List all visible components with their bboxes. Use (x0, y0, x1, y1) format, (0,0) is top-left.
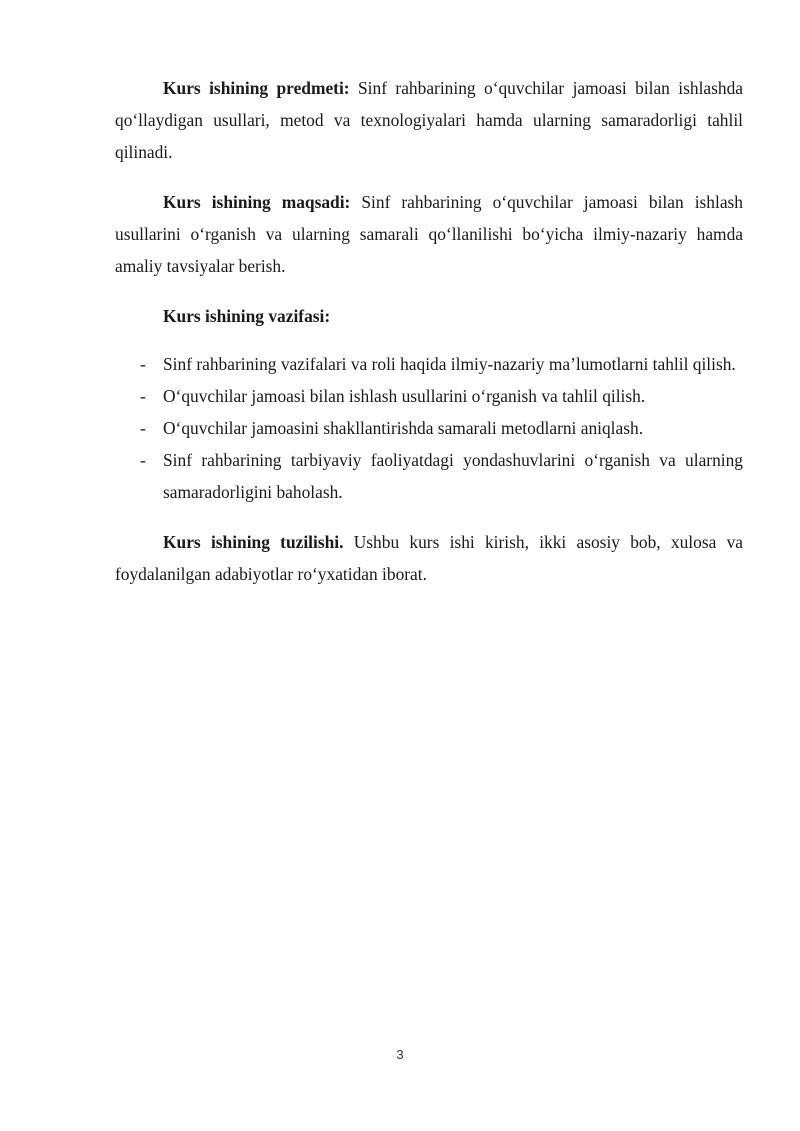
list-dash: - (140, 450, 146, 470)
list-dash: - (140, 386, 146, 406)
structure-text: Ushbu kurs ishi kirish, ikki asosiy bob, xulosa va foydalanilgan adabiyotlar ro‘yxatidan iborat. (115, 532, 743, 584)
structure-paragraph (115, 526, 743, 590)
subject-label: Kurs ishining predmeti: (163, 78, 350, 98)
subject-paragraph (115, 72, 743, 168)
subject-text: Sinf rahbarining o‘quvchilar jamoasi bilan ishlashda qo‘llaydigan usullari, metod va texnologiyalari hamda ularning samaradorligi tahlil qilinadi. (115, 78, 743, 162)
tasks-list (115, 348, 743, 508)
structure-label: Kurs ishining tuzilishi. (163, 532, 344, 552)
list-item (115, 412, 743, 444)
document-body (115, 72, 743, 608)
goal-label: Kurs ishining maqsadi: (163, 192, 351, 212)
list-item-text: Sinf rahbarining tarbiyaviy faoliyatdagi yondashuvlarini o‘rganish va ularning samaradorligini baholash. (163, 450, 743, 502)
list-item-text: O‘quvchilar jamoasi bilan ishlash usullarini o‘rganish va tahlil qilish. (163, 386, 646, 406)
list-item-text: O‘quvchilar jamoasini shakllantirishda samarali metodlarni aniqlash. (163, 418, 644, 438)
list-dash: - (140, 354, 146, 374)
tasks-heading: Kurs ishining vazifasi: (163, 306, 331, 326)
list-item (115, 444, 743, 508)
goal-paragraph (115, 186, 743, 282)
list-item (115, 348, 743, 380)
goal-text: Sinf rahbarining o‘quvchilar jamoasi bilan ishlash usullarini o‘rganish va ularning samarali qo‘llanilishi bo‘yicha ilmiy-nazariy hamda amaliy tavsiyalar berish. (115, 192, 744, 276)
page-number: 3 (396, 1047, 404, 1062)
list-item-text: Sinf rahbarining vazifalari va roli haqida ilmiy-nazariy ma’lumotlarni tahlil qilish. (163, 354, 736, 374)
list-dash: - (140, 418, 146, 438)
list-item (115, 380, 743, 412)
